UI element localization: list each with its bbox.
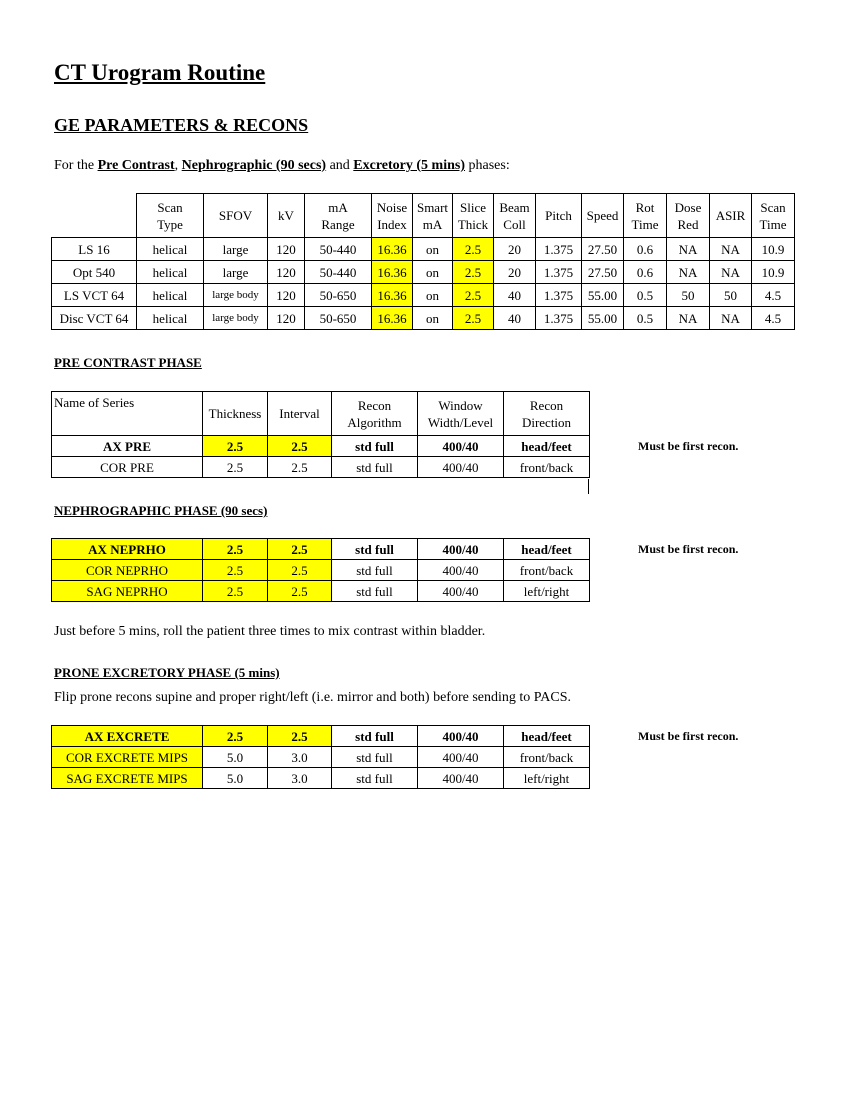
param-cell: large body [204,307,268,330]
nephrographic-note: Must be first recon. [638,542,739,556]
header-direction-line2: Direction [521,414,572,430]
param-header [453,194,494,238]
algorithm-cell: std full [332,747,418,768]
pre-contrast-heading: PRE CONTRAST PHASE [54,355,202,370]
param-cell: NA [667,307,710,330]
parameters-table [51,193,795,330]
param-header [752,194,795,238]
param-cell: NA [710,307,752,330]
table-row [52,307,795,330]
intro-suffix: phases: [465,158,510,173]
param-header-line: Noise [376,199,408,215]
parameters-header-row [52,194,795,238]
param-cell: NA [710,261,752,284]
window-cell: 400/40 [418,539,504,560]
direction-cell: front/back [504,457,590,478]
table-row [52,261,795,284]
series-name: COR EXCRETE MIPS [52,747,203,768]
window-cell: 400/40 [418,747,504,768]
param-header-line: Time [631,216,659,232]
param-cell: 2.5 [453,307,494,330]
param-cell: helical [137,238,204,261]
param-header-line: Rot [635,199,655,215]
param-header [372,194,413,238]
table-row [52,238,795,261]
section-subtitle: GE PARAMETERS & RECONS [54,115,309,135]
param-cell: 50 [710,284,752,307]
series-name: COR PRE [52,457,203,478]
param-cell: on [413,307,453,330]
param-cell: 20 [494,261,536,284]
param-cell: 50 [667,284,710,307]
param-cell: 16.36 [372,284,413,307]
series-name: AX PRE [52,436,203,457]
param-cell: on [413,284,453,307]
param-cell: large [204,238,268,261]
param-header-line: SFOV [218,208,253,223]
direction-cell: left/right [504,768,590,789]
param-cell: 16.36 [372,307,413,330]
algorithm-cell: std full [332,768,418,789]
header-window [418,392,504,436]
param-cell: 4.5 [752,307,795,330]
param-cell: 20 [494,238,536,261]
excretory-note: Must be first recon. [638,729,739,743]
param-header-line: Index [377,216,407,232]
param-cell: on [413,261,453,284]
algorithm-cell: std full [332,457,418,478]
intro-comma: , [174,158,182,173]
param-cell: NA [710,238,752,261]
param-header [536,194,582,238]
series-name: AX NEPRHO [52,539,203,560]
param-header-line: Red [677,216,699,232]
direction-cell: head/feet [504,436,590,457]
param-header-line: Time [759,216,787,232]
interval-cell: 2.5 [268,436,332,457]
param-header-line: Slice [460,199,486,215]
thickness-cell: 5.0 [203,747,268,768]
window-cell: 400/40 [418,457,504,478]
intro-pre-contrast: Pre Contrast [97,158,175,173]
table-row [52,768,590,789]
param-header [268,194,305,238]
param-header [494,194,536,238]
param-header [667,194,710,238]
table-divider [588,479,589,494]
pre-header-row [52,392,590,436]
param-cell: 120 [268,307,305,330]
table-row [52,560,590,581]
param-header-line: mA [422,216,443,232]
intro-prefix: For the [54,158,98,173]
param-header [624,194,667,238]
scanner-name: Opt 540 [52,261,137,284]
excretory-table [51,725,590,789]
param-header-line: Scan [157,199,183,215]
header-thickness: Thickness [203,392,268,436]
param-cell: 0.5 [624,284,667,307]
algorithm-cell: std full [332,436,418,457]
intro-and: and [326,158,354,173]
scanner-name: LS 16 [52,238,137,261]
param-header-line: Smart [416,199,449,215]
param-header [137,194,204,238]
header-recon-line1: Recon [357,397,392,413]
param-cell: 120 [268,261,305,284]
param-cell: 2.5 [453,261,494,284]
param-cell: 50-650 [305,284,372,307]
thickness-cell: 2.5 [203,457,268,478]
intro-text [54,158,510,174]
param-cell: on [413,238,453,261]
header-blank [52,194,137,238]
table-row [52,539,590,560]
param-cell: 2.5 [453,284,494,307]
param-cell: 1.375 [536,284,582,307]
param-cell: 50-440 [305,238,372,261]
table-row [52,436,590,457]
thickness-cell: 2.5 [203,436,268,457]
param-header [413,194,453,238]
algorithm-cell: std full [332,581,418,602]
param-header-line: Scan [760,199,786,215]
nephrographic-heading: NEPHROGRAPHIC PHASE (90 secs) [54,503,268,518]
window-cell: 400/40 [418,436,504,457]
interval-cell: 2.5 [268,560,332,581]
thickness-cell: 2.5 [203,560,268,581]
param-cell: helical [137,261,204,284]
header-window-line1: Window [438,397,483,413]
table-row [52,747,590,768]
interval-cell: 3.0 [268,747,332,768]
page-title: CT Urogram Routine [54,60,266,85]
interval-cell: 2.5 [268,581,332,602]
interval-cell: 2.5 [268,539,332,560]
param-cell: 120 [268,238,305,261]
table-row [52,581,590,602]
header-name-of-series: Name of Series [52,392,203,436]
thickness-cell: 5.0 [203,768,268,789]
pre-note: Must be first recon. [638,439,739,453]
table-row [52,284,795,307]
excretory-heading: PRONE EXCRETORY PHASE (5 mins) [54,665,280,680]
nephrographic-table [51,538,590,602]
roll-instruction: Just before 5 mins, roll the patient three times to mix contrast within bladder. [54,624,486,639]
param-cell: 1.375 [536,261,582,284]
param-cell: 4.5 [752,284,795,307]
direction-cell: head/feet [504,539,590,560]
param-cell: 1.375 [536,307,582,330]
param-cell: 50-650 [305,307,372,330]
param-cell: 1.375 [536,238,582,261]
interval-cell: 2.5 [268,726,332,747]
param-cell: 50-440 [305,261,372,284]
flip-instruction: Flip prone recons supine and proper right/left (i.e. mirror and both) before sending to PACS. [54,690,571,705]
direction-cell: front/back [504,747,590,768]
param-cell: large [204,261,268,284]
param-header-line: Pitch [545,208,572,223]
series-name: SAG EXCRETE MIPS [52,768,203,789]
interval-cell: 3.0 [268,768,332,789]
direction-cell: front/back [504,560,590,581]
scanner-name: Disc VCT 64 [52,307,137,330]
param-cell: large body [204,284,268,307]
header-direction-line1: Recon [529,397,564,413]
param-header-line: Coll [503,216,526,232]
param-cell: helical [137,284,204,307]
thickness-cell: 2.5 [203,726,268,747]
window-cell: 400/40 [418,726,504,747]
param-cell: 40 [494,307,536,330]
thickness-cell: 2.5 [203,539,268,560]
series-name: SAG NEPRHO [52,581,203,602]
param-header-line: Range [321,216,355,232]
param-header-line: Thick [457,216,489,232]
param-cell: 120 [268,284,305,307]
param-cell: 10.9 [752,261,795,284]
param-cell: 55.00 [582,307,624,330]
param-header [710,194,752,238]
param-cell: 10.9 [752,238,795,261]
param-cell: 27.50 [582,261,624,284]
thickness-cell: 2.5 [203,581,268,602]
algorithm-cell: std full [332,539,418,560]
param-header-line: Type [157,216,183,232]
series-name: AX EXCRETE [52,726,203,747]
intro-excretory: Excretory (5 mins) [353,158,466,173]
param-header-line: ASIR [715,208,746,223]
algorithm-cell: std full [332,726,418,747]
table-row [52,457,590,478]
param-cell: NA [667,238,710,261]
window-cell: 400/40 [418,581,504,602]
header-window-line2: Width/Level [427,414,494,430]
param-cell: 0.6 [624,261,667,284]
param-cell: 27.50 [582,238,624,261]
param-cell: 2.5 [453,238,494,261]
window-cell: 400/40 [418,560,504,581]
param-cell: 16.36 [372,238,413,261]
param-header-line: mA [328,199,348,215]
window-cell: 400/40 [418,768,504,789]
header-recon-algorithm [332,392,418,436]
direction-cell: left/right [504,581,590,602]
header-recon-direction [504,392,590,436]
series-name: COR NEPRHO [52,560,203,581]
table-row [52,726,590,747]
param-cell: 0.6 [624,238,667,261]
param-header [305,194,372,238]
param-header [582,194,624,238]
direction-cell: head/feet [504,726,590,747]
pre-contrast-table [51,391,590,478]
param-header-line: Speed [586,208,619,223]
param-header [204,194,268,238]
param-header-line: Dose [674,199,702,215]
algorithm-cell: std full [332,560,418,581]
param-cell: 0.5 [624,307,667,330]
param-header-line: kV [278,208,294,223]
param-cell: NA [667,261,710,284]
header-recon-line2: Algorithm [347,414,402,430]
param-cell: 16.36 [372,261,413,284]
param-cell: 55.00 [582,284,624,307]
interval-cell: 2.5 [268,457,332,478]
param-cell: 40 [494,284,536,307]
param-cell: helical [137,307,204,330]
intro-nephrographic: Nephrographic (90 secs) [181,158,327,173]
scanner-name: LS VCT 64 [52,284,137,307]
header-interval: Interval [268,392,332,436]
param-header-line: Beam [499,199,530,215]
